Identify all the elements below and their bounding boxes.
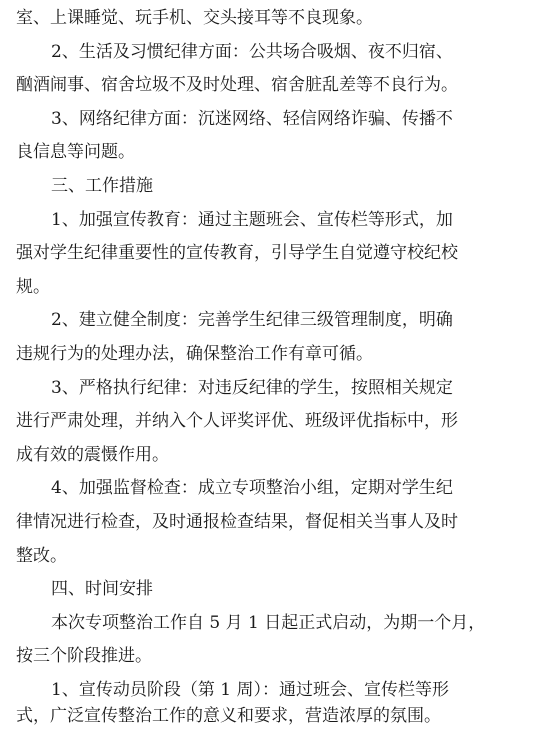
text-line: 3、网络纪律方面：沉迷网络、轻信网络诈骗、传播不 [51, 108, 453, 129]
text-line: 按三个阶段推进。 [16, 646, 152, 667]
text-line: 良信息等问题。 [16, 142, 135, 163]
text-line: 式，广泛宣传整治工作的意义和要求，营造浓厚的氛围。 [16, 706, 441, 726]
section-heading: 四、时间安排 [51, 579, 153, 600]
section-heading: 三、工作措施 [51, 176, 153, 196]
text-line: 1、加强宣传教育：通过主题班会、宣传栏等形式，加 [51, 209, 453, 230]
text-line: 整改。 [16, 545, 67, 566]
text-line: 酗酒闹事、宿舍垃圾不及时处理、宿舍脏乱差等不良行为。 [16, 75, 458, 96]
text-line: 本次专项整治工作自 5 月 1 日起正式启动，为期一个月， [51, 612, 486, 633]
text-line: 室、上课睡觉、玩手机、交头接耳等不良现象。 [16, 8, 373, 28]
text-line: 4、加强监督检查：成立专项整治小组，定期对学生纪 [51, 478, 453, 499]
text-line: 规。 [16, 276, 50, 297]
text-line: 3、严格执行纪律：对违反纪律的学生，按照相关规定 [51, 377, 453, 398]
text-line: 律情况进行检查，及时通报检查结果，督促相关当事人及时 [16, 512, 458, 532]
text-line: 2、生活及习惯纪律方面：公共场合吸烟、夜不归宿、 [51, 41, 453, 62]
text-line: 1、宣传动员阶段（第 1 周）：通过班会、宣传栏等形 [51, 680, 449, 700]
text-line: 进行严肃处理，并纳入个人评奖评优、班级评优指标中，形 [16, 411, 458, 432]
text-line: 2、建立健全制度：完善学生纪律三级管理制度，明确 [51, 310, 453, 331]
text-line: 成有效的震慑作用。 [16, 444, 169, 465]
text-line: 违规行为的处理办法，确保整治工作有章可循。 [16, 344, 373, 364]
text-line: 强对学生纪律重要性的宣传教育，引导学生自觉遵守校纪校 [16, 243, 458, 264]
